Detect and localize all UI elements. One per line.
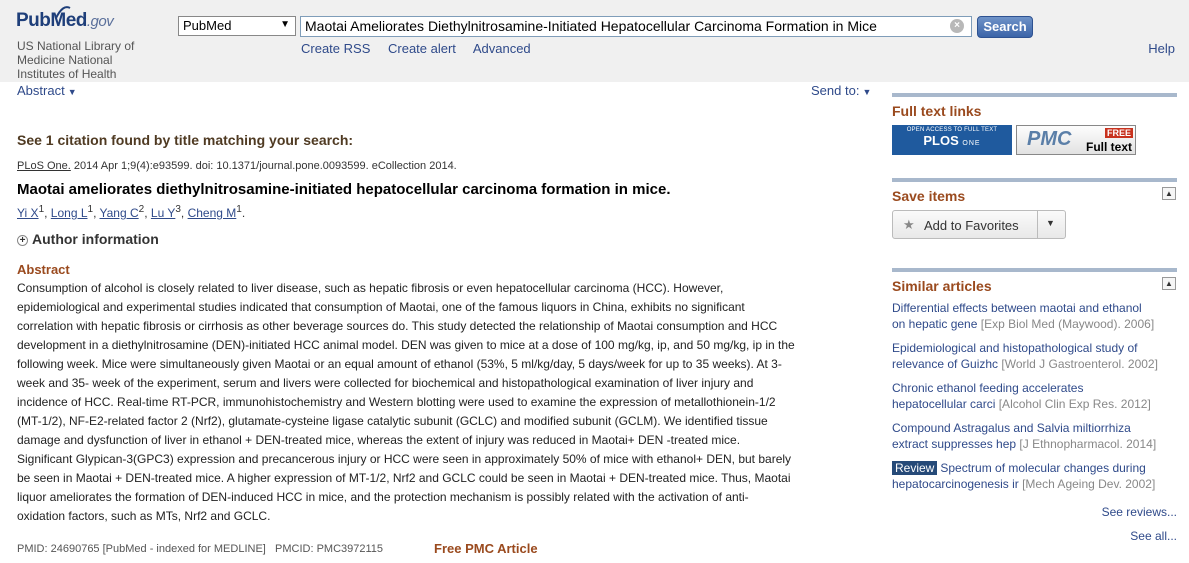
add-to-favorites-button[interactable] [892, 210, 1066, 239]
author-information-toggle[interactable] [17, 231, 159, 247]
author-link[interactable]: Lu Y [150, 206, 176, 220]
similar-article-item[interactable]: Differential effects between maotai and ethanol on hepatic gene [Exp Biol Med (Maywood). 2006] [892, 301, 1155, 331]
chevron-down-icon[interactable]: ▼ [1046, 218, 1055, 228]
star-icon: ★ [903, 217, 915, 232]
send-to-label: Send to: [811, 83, 860, 98]
search-sublinks [301, 41, 545, 56]
help-link[interactable]: Help [1148, 41, 1175, 56]
add-to-favorites-label: Add to Favorites [924, 218, 1019, 233]
database-selected-value: PubMed [183, 18, 232, 33]
similar-articles-heading: Similar articles [892, 278, 992, 294]
sidebar-divider [892, 268, 1177, 272]
free-pmc-article-link[interactable]: Free PMC Article [434, 541, 538, 556]
header [0, 0, 1189, 82]
save-items-heading: Save items [892, 188, 966, 204]
pmc-full-text-label: Full text [1085, 140, 1132, 154]
see-reviews-link[interactable]: See reviews... [1101, 505, 1177, 519]
logo-swoosh-icon [54, 4, 72, 22]
search-button[interactable]: Search [977, 16, 1033, 38]
collapse-similar-articles-icon[interactable]: ▲ [1162, 277, 1176, 290]
author-list: Yi $X^1$, Long $L^1$, Yang $C^2$, Lu $Y^3$, Cheng $M^1$. [17, 204, 246, 220]
journal-link[interactable]: PLoS One. [17, 160, 71, 172]
collapse-save-items-icon[interactable]: ▲ [1162, 187, 1176, 200]
author-link[interactable]: Long L [50, 206, 88, 220]
author-information-label: Author information [32, 231, 159, 247]
author-link[interactable]: Yi X [17, 206, 39, 220]
database-select[interactable] [178, 16, 296, 36]
expand-plus-icon: + [17, 235, 28, 246]
send-to-menu[interactable] [811, 83, 871, 98]
citation-line [17, 160, 457, 172]
plos-one-full-text-button[interactable]: OPEN ACCESS TO FULL TEXT PLOS ONE [892, 125, 1012, 155]
pmc-logo: PMC [1027, 128, 1072, 150]
similar-article-item[interactable]: Review Spectrum of molecular changes during hepatocarcinogenesis ir [Mech Ageing Dev. 2002] [892, 461, 1156, 491]
logo-main-text: PubMed [16, 10, 87, 31]
sidebar-divider [892, 93, 1177, 97]
author-link[interactable]: Cheng M [187, 206, 237, 220]
citation-found-message: See 1 citation found by title matching your search: [17, 132, 354, 148]
advanced-search-link[interactable]: Advanced [472, 41, 531, 56]
article-title: Maotai ameliorates diethylnitrosamine-initiated hepatocellular carcinoma formation in mice. [17, 181, 671, 198]
free-badge: FREE [1106, 128, 1131, 138]
create-rss-link[interactable]: Create RSS [301, 41, 371, 56]
pmcid-text: PMCID: PMC3972115 [275, 543, 384, 555]
chevron-down-icon: ▼ [67, 87, 77, 97]
pmid-line [17, 543, 383, 555]
pmid-text: PMID: 24690765 [PubMed - indexed for MEDLINE] [17, 543, 266, 555]
review-badge: Review [892, 461, 937, 475]
format-label: Abstract [17, 83, 65, 98]
abstract-heading: Abstract [17, 262, 70, 277]
format-menu[interactable] [17, 83, 77, 98]
logo-suffix-text: .gov [86, 13, 114, 30]
citation-details: 2014 Apr 1;9(4):e93599. doi: 10.1371/journal.pone.0093599. eCollection 2014. [70, 160, 457, 172]
clear-search-icon[interactable]: × [950, 19, 964, 33]
similar-article-item[interactable]: Compound Astragalus and Salvia miltiorrhiza extract suppresses hep [J Ethnopharmacol. 2014] [892, 421, 1157, 451]
similar-article-item[interactable]: Chronic ethanol feeding accelerates hepatocellular carci [Alcohol Clin Exp Res. 2012] [892, 381, 1151, 411]
pmc-full-text-button[interactable] [1016, 125, 1136, 155]
create-alert-link[interactable]: Create alert [388, 41, 456, 56]
chevron-down-icon: ▼ [862, 87, 872, 97]
full-text-links-heading: Full text links [892, 103, 982, 119]
see-all-link[interactable]: See all... [1130, 529, 1177, 543]
abstract-text: Consumption of alcohol is closely related to liver disease, such as hepatic fibrosis or even hepatocellular carcinoma (HCC). However, epidemiological and experimental studies indicated that consumption of Maotai, one of the famous liquors in China, exhibits no significant correlation with hepatic fibrosis or cirrhosis as other beverage sources do. This study detected the relationship of Maotai consumption and HCC development in a diethylnitrosamine (DEN)-initiated HCC animal model. DEN was given to mice at a dose of 100 mg/kg, ip, and 50 mg/kg, ip in the following week. Mice were simultaneously given Maotai or an equal amount of ethanol (53%, 5 ml/kg/day, 5 days/week for up to 35 weeks). At 3- week and 35- week of the experiment, serum and livers were collected for biochemical and histopathological examination of liver injury and incidence of HCC. Real-time RT-PCR, immunohistochemistry and Western blotting were used to examine the expression of metallothionein-1/2 (MT-1/2), NF-E2-related factor 2 (Nrf2), glutamate-cysteine ligase catalytic subunit (GCLC) and modified subunit (GCLM). We identified tissue damage and dysfunction of liver in ethanol + DEN-treated mice, whereas the extent of injury was reduced in Maotai+ DEN -treated mice. Significant Glypican-3(GPC3) expression and precancerous injury or HCC were seen in approximately 50% of mice with ethanol+ DEN, but barely be seen in Maotai + DEN-treated mice. A higher expression of MT-1/2, Nrf2 and GCLC could be seen in Maotai + DEN-treated mice. Thus, Maotai liquor ameliorates the formation of DEN-induced HCC in mice, and the protection mechanism is possibly related with the activation of anti- oxidation factors, such as MTs, Nrf2 and GCLC. [17, 281, 795, 523]
nlm-attribution[interactable]: US National Library of Medicine National Institutes of Health [17, 39, 135, 81]
dropdown-arrow-icon: ▼ [280, 19, 290, 30]
author-link[interactable]: Yang C [99, 206, 139, 220]
sidebar-divider [892, 178, 1177, 182]
search-input[interactable]: Maotai Ameliorates Diethylnitrosamine-Initiated Hepatocellular Carcinoma Formation in Mice [300, 16, 972, 37]
similar-article-item[interactable]: Epidemiological and histopathological study of relevance of Guizhc [World J Gastroenterol. 2002] [892, 341, 1158, 371]
